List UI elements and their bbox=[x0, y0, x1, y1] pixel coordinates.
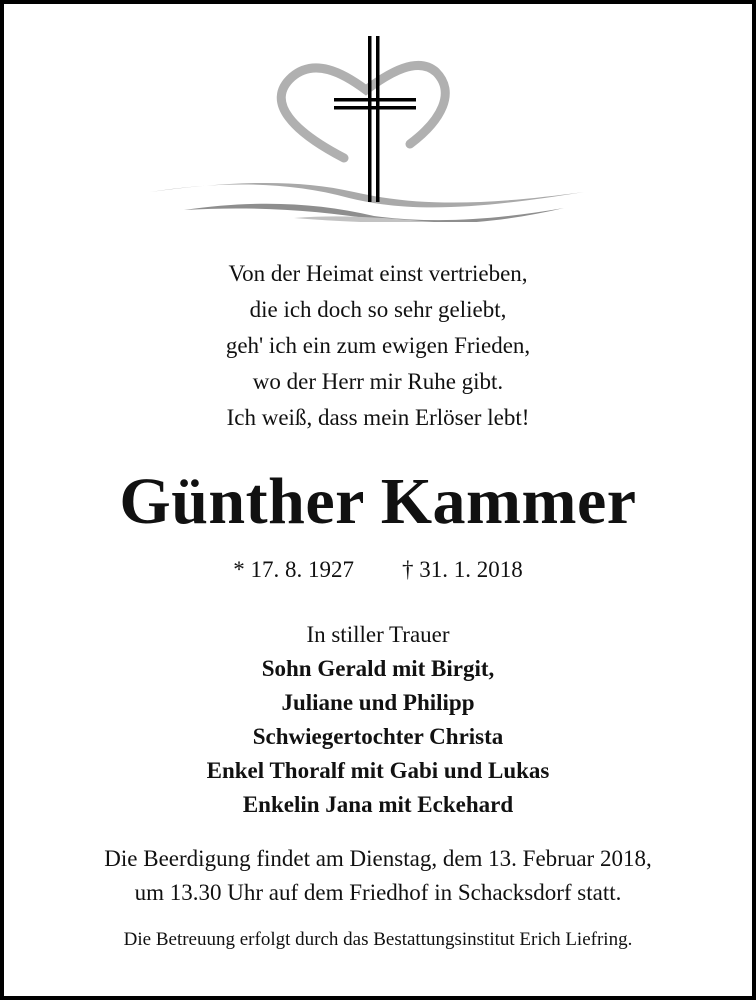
mourner-line: Juliane und Philipp bbox=[281, 690, 475, 715]
death-date: † 31. 1. 2018 bbox=[402, 557, 523, 582]
funeral-info bbox=[4, 842, 752, 910]
poem-line: die ich doch so sehr geliebt, bbox=[249, 297, 507, 322]
funeral-line: um 13.30 Uhr auf dem Friedhof in Schacksdorf statt. bbox=[134, 880, 622, 905]
cross-heart-waves-icon bbox=[144, 32, 604, 222]
poem-line: Von der Heimat einst vertrieben, bbox=[228, 261, 528, 286]
poem-verse bbox=[4, 256, 752, 436]
funeral-line: Die Beerdigung findet am Dienstag, dem 13. Februar 2018, bbox=[104, 846, 652, 871]
mourners-block bbox=[4, 618, 752, 822]
birth-date: * 17. 8. 1927 bbox=[233, 557, 354, 582]
wave-bottom bbox=[294, 216, 434, 222]
deceased-name: Günther Kammer bbox=[119, 465, 637, 538]
poem-line: Ich weiß, dass mein Erlöser lebt! bbox=[226, 405, 530, 430]
mourner-line: Sohn Gerald mit Birgit, bbox=[261, 656, 495, 681]
poem-line: wo der Herr mir Ruhe gibt. bbox=[252, 369, 504, 394]
heart-shape bbox=[281, 65, 445, 158]
mourning-intro: In stiller Trauer bbox=[306, 622, 450, 647]
wave-top bbox=[150, 183, 584, 207]
cross-symbol bbox=[334, 36, 416, 202]
poem-line: geh' ich ein zum ewigen Frieden, bbox=[225, 333, 531, 358]
mourner-line: Enkel Thoralf mit Gabi und Lukas bbox=[206, 758, 550, 783]
life-dates bbox=[4, 554, 752, 586]
mourner-line: Schwiegertochter Christa bbox=[252, 724, 504, 749]
mourner-line: Enkelin Jana mit Eckehard bbox=[242, 792, 514, 817]
undertaker-note: Die Betreuung erfolgt durch das Bestattungsinstitut Erich Liefring. bbox=[123, 929, 633, 950]
